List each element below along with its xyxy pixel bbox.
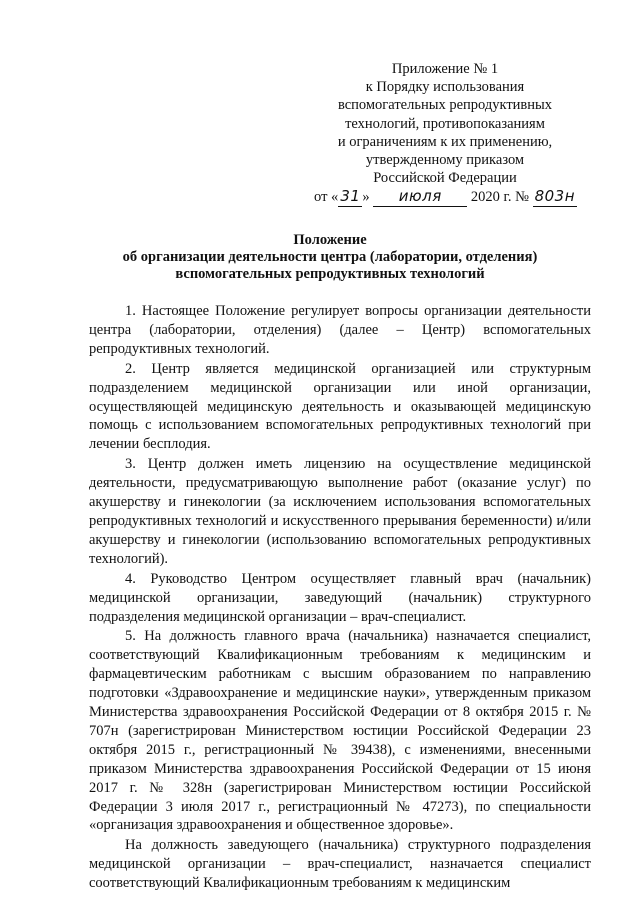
paragraph: 1. Настоящее Положение регулирует вопросы организации деятельности центра (лаборатории, отделения) (далее – Центр) вспомогательных репродуктивных технологий.	[89, 303, 591, 357]
appendix-number: Приложение № 1	[391, 61, 499, 77]
appendix-line: и ограничениям к их применению,	[337, 133, 553, 150]
paragraph: 4. Руководство Центром осуществляет главный врач (начальник) медицинской организации, заведующий (начальник) структурного подразделения медицинской организации – врач-специалист.	[89, 570, 591, 625]
appendix-line: к Порядку использования	[365, 79, 525, 96]
paragraph: 5. На должность главного врача (начальника) назначается специалист, соответствующий Квалификационным требованиям к медицинским и фармацевтическим работникам с высшим образованием по направлению подготовки «Здравоохранение и медицинские науки», утвержденным приказом Министерства здравоохранения Российской Федерации от 8 октября 2015 г. № 707н (зарегистрирован Министерством юстиции Российской Федерации 23 октября 2015 г., регистрационный № 39438), с изменениями, внесенными приказом Министерства здравоохранения Российской Федерации от 15 июня 2017 г. № 328н (зарегистрирован Министерством юстиции Российской Федерации 3 июля 2017 г., регистрационный № 47273), по специальности «организация здравоохранения и общественное здоровье».	[89, 628, 591, 834]
paragraph: 3. Центр должен иметь лицензию на осуществление медицинской деятельности, предусматривающую выполнение работ (оказание услуг) по акушерству и гинекологии (за исключением использования вспомогательных репродуктивных технологий и искусственного прерывания беременности) и/или акушерству и гинекологии (использованию вспомогательных репродуктивных технологий).	[89, 456, 591, 567]
order-mid: »	[362, 189, 370, 206]
document-title	[80, 232, 580, 283]
appendix-line: Российской Федерации	[373, 170, 517, 187]
appendix-line: технологий, противопоказаниям	[345, 115, 545, 132]
appendix-line: вспомогательных репродуктивных	[337, 97, 553, 114]
order-day-handwritten: 31	[340, 187, 361, 206]
order-prefix: от «	[314, 189, 339, 206]
order-number-handwritten: 803н	[534, 187, 575, 206]
appendix-line: утвержденному приказом	[365, 152, 525, 169]
order-month-handwritten: июля	[373, 187, 467, 206]
document-body	[89, 302, 591, 893]
paragraph: 2. Центр является медицинской организацией или структурным подразделением медицинской организации или иной организации, осуществляющей медицинскую деятельность и оказывающей медицинскую помощь с использованием вспомогательных репродуктивных технологий при лечении бесплодия.	[89, 360, 591, 453]
title-line: вспомогательных репродуктивных технологий	[175, 266, 485, 282]
order-year: 2020 г. №	[470, 189, 529, 206]
paragraph: На должность заведующего (начальника) структурного подразделения медицинской организации – врач-специалист, назначается специалист соответствующий Квалификационным требованиям к медицинским	[89, 837, 591, 892]
order-reference	[305, 187, 577, 206]
title-line: об организации деятельности центра (лаборатории, отделения)	[122, 249, 538, 265]
title-line: Положение	[293, 232, 367, 248]
appendix-header	[305, 60, 585, 207]
